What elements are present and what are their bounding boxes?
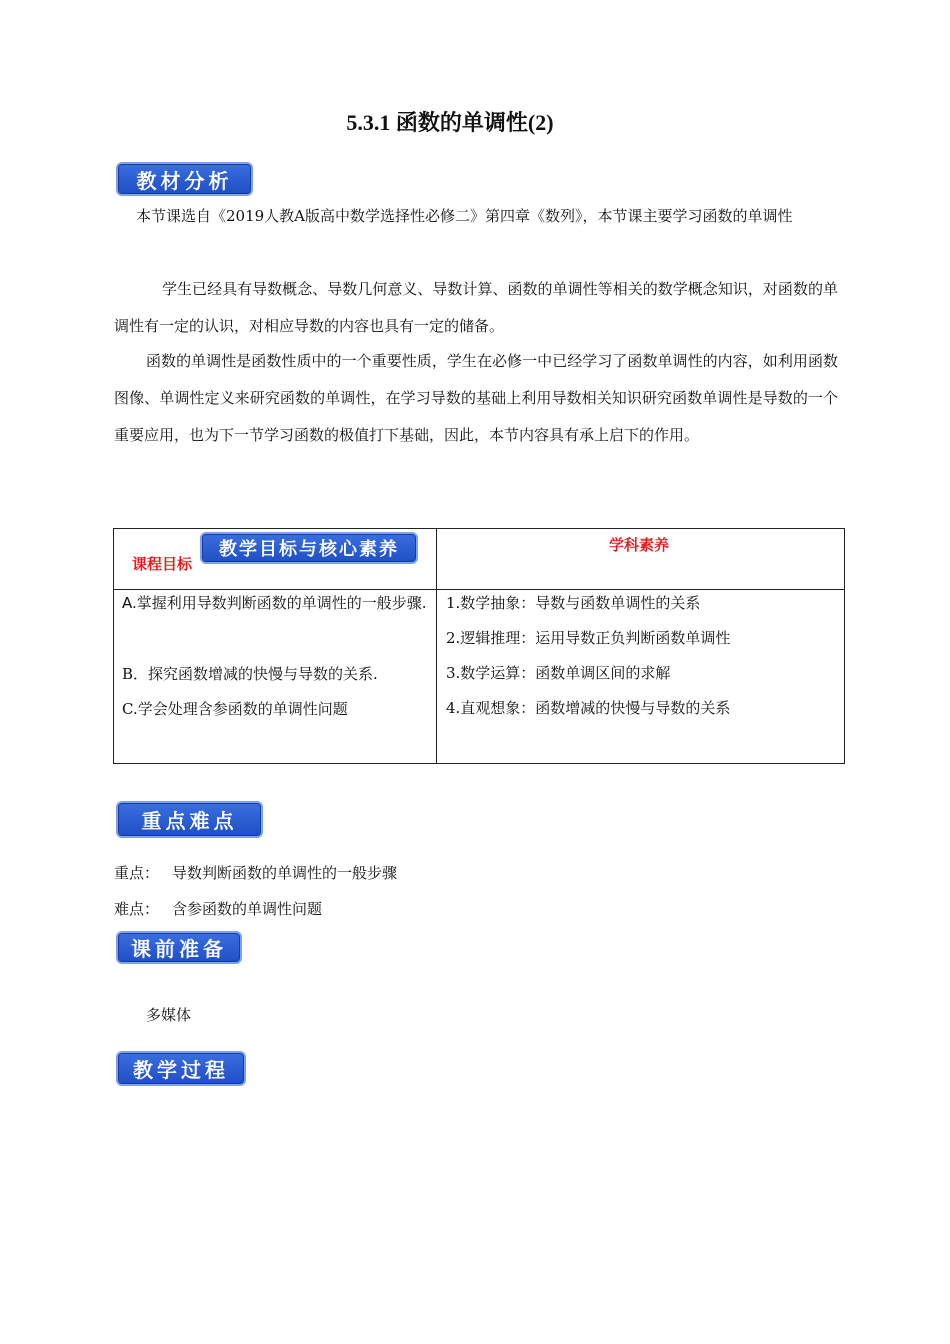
goal-a: A.掌握利用导数判断函数的单调性的一般步骤. bbox=[122, 594, 427, 612]
analysis-paragraph-2: 学生已经具有导数概念、导数几何意义、导数计算、函数的单调性等相关的数学概念知识，对函数的单调性有一定的认识，对相应导数的内容也具有一定的储备。 bbox=[114, 280, 838, 335]
section-badge-analysis: 教材分析 bbox=[116, 162, 253, 196]
course-goals-header: 课程目标 bbox=[132, 555, 193, 573]
preparation-text: 多媒体 bbox=[146, 1006, 192, 1024]
key-point-text: 导数判断函数的单调性的一般步骤 bbox=[172, 864, 398, 882]
literacy-3: 3.数学运算：函数单调区间的求解 bbox=[446, 664, 671, 682]
table-divider-vertical bbox=[436, 529, 437, 763]
difficult-point-text: 含参函数的单调性问题 bbox=[172, 900, 323, 918]
section-badge-process: 教学过程 bbox=[116, 1051, 246, 1086]
analysis-paragraph-3: 函数的单调性是函数性质中的一个重要性质，学生在必修一中已经学习了函数单调性的内容，如利用函数图像、单调性定义来研究函数的单调性，在学习导数的基础上利用导数相关知识研究函数单调性是导数的一个重要应用，也为下一节学习函数的极值打下基础，因此，本节内容具有承上启下的作用。 bbox=[114, 352, 838, 444]
literacy-1: 1.数学抽象：导数与函数单调性的关系 bbox=[446, 594, 701, 612]
goal-c: C.学会处理含参函数的单调性问题 bbox=[122, 700, 348, 718]
analysis-paragraph-1: 本节课选自《2019人教A版高中数学选择性必修二》第四章《数列》，本节课主要学习函数的单调性 bbox=[136, 207, 793, 225]
goal-b: B．探究函数增减的快慢与导数的关系. bbox=[122, 665, 378, 683]
section-badge-preparation: 课前准备 bbox=[116, 931, 242, 964]
literacy-header: 学科素养 bbox=[609, 536, 670, 554]
literacy-4: 4.直观想象：函数增减的快慢与导数的关系 bbox=[446, 699, 731, 717]
page-title: 5.3.1 函数的单调性(2) bbox=[346, 110, 554, 135]
key-point-label: 重点： bbox=[114, 864, 160, 882]
section-badge-key-points: 重点难点 bbox=[116, 801, 263, 838]
section-badge-goals: 教学目标与核心素养 bbox=[200, 532, 418, 564]
literacy-2: 2.逻辑推理：运用导数正负判断函数单调性 bbox=[446, 629, 731, 647]
difficult-point-label: 难点： bbox=[114, 900, 160, 918]
